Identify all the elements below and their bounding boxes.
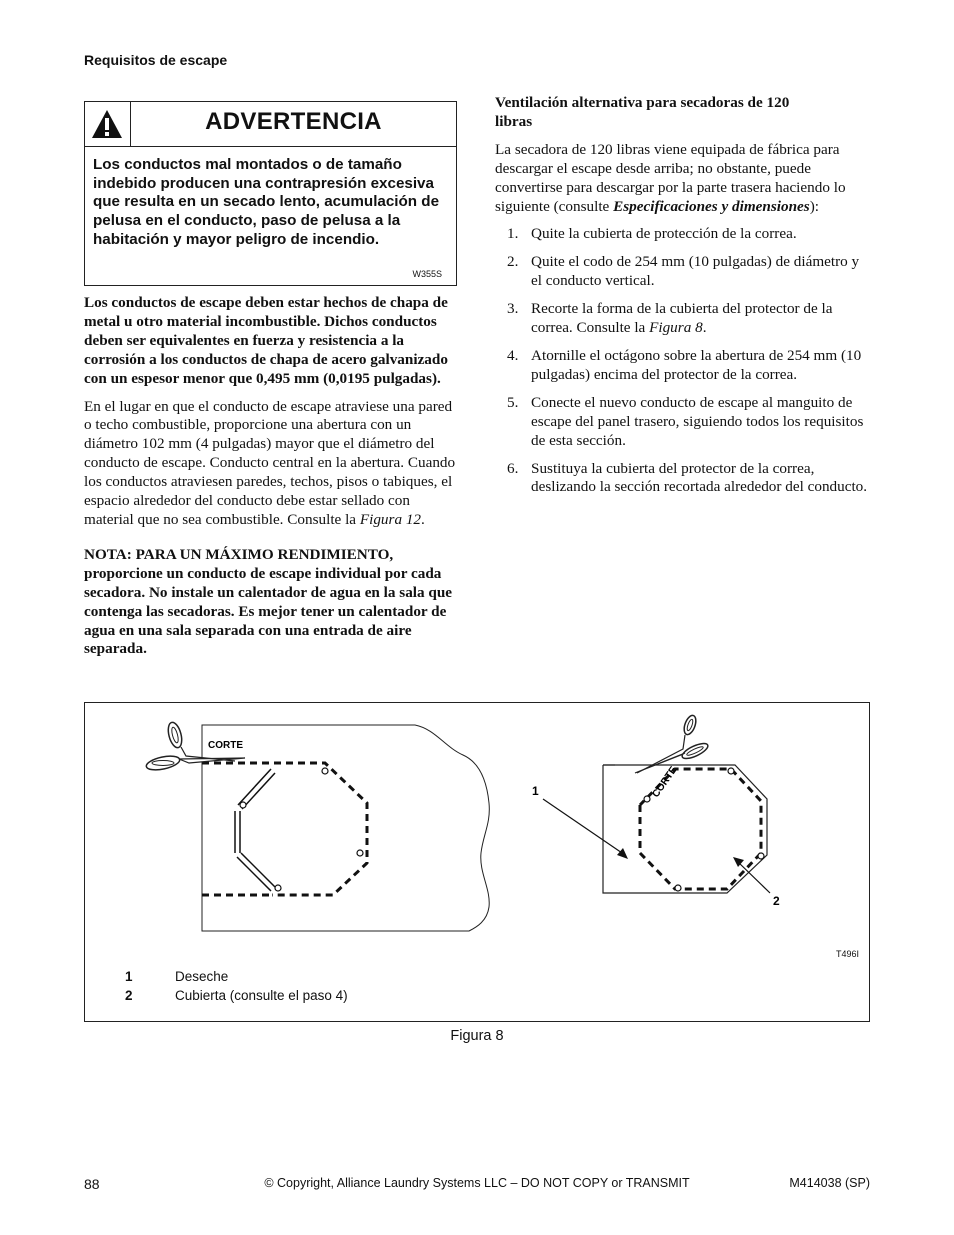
step-text: Sustituya la cubierta del protector de la correa, deslizando la sección recortada alrededor del conducto. [531,459,868,496]
figure-caption: Figura 8 [450,1028,504,1044]
cut-label-left: CORTE [208,740,243,751]
left-column [84,294,460,659]
legend-row [125,986,348,1005]
warning-triangle-icon [90,108,124,140]
opening-paragraph-end: . [421,510,425,528]
list-item [495,253,870,291]
opening-paragraph-text: En el lugar en que el conducto de escape atraviese una pared o techo combustible, proporcione una abertura con un diámetro 102 mm (4 pulgadas) mayor que el diámetro del conducto de escape. Conducto central en la abertura. Cuando los conductos atraviesen paredes, techos, pisos o tabiques, el espacio alrededor del conducto debe estar sellado con material que no sea combustible. Consulte la [84,397,456,528]
right-column [495,94,870,506]
material-paragraph: Los conductos de escape deben estar hechos de chapa de metal u otro material incombustible. Dichos conductos deben ser equivalentes en fuerza y resistencia a la corrosión a los conductos de chapa de acero galvanizado con un espesor menor que 0,495 mm (0,0195 pulgadas). [84,294,448,387]
step-number: 6. [507,459,519,477]
callout-2-arrow [737,861,770,893]
step-text: Recorte la forma de la cubierta del protector de la correa. Consulte la [531,300,833,337]
sheet-outline [202,725,489,931]
warning-code: W355S [412,269,442,279]
alt-vent-intro-text: La secadora de 120 libras viene equipada de fábrica para descargar el escape desde arriba; no obstante, puede convertirse para descargar por la parte trasera haciendo lo siguiente (consulte [495,140,846,215]
opening-paragraph [84,398,460,530]
note-paragraph: NOTA: PARA UN MÁXIMO RENDIMIENTO, proporcione un conducto de escape individual por cada secadora. No instale un calentador de agua en la sala que contenga las secadoras. Es mejor tener un calentador de agua en una sala separada con una entrada de aire separada. [84,545,453,658]
warning-title: ADVERTENCIA [205,108,382,135]
legend-number: 1 [125,969,133,984]
step-number: 4. [507,346,519,364]
alt-vent-heading: Ventilación alternativa para secadoras de 120 libras [495,94,790,130]
figure-8-link[interactable]: Figura 8 [649,319,703,337]
specifications-link[interactable]: Especificaciones y dimensiones [613,197,810,215]
legend-label: Deseche [175,969,229,984]
list-item [495,225,870,244]
step-text: Quite el codo de 254 mm (10 pulgadas) de diámetro y el conducto vertical. [531,253,860,290]
list-item [495,300,870,338]
step-number: 5. [507,393,519,411]
steps-list [495,225,870,497]
step-text-end: . [702,319,707,337]
step-text: Conecte el nuevo conducto de escape al manguito de escape del panel trasero, siguiendo todos los requisitos de esta sección. [531,393,864,449]
document-id: M414038 (SP) [789,1176,870,1190]
figure-legend [125,967,348,1005]
alt-vent-intro [495,141,870,217]
step-number: 2. [507,253,519,271]
list-item [495,460,870,498]
step-text: Atornille el octágono sobre la abertura de 254 mm (10 pulgadas) encima del protector de la correa. [531,346,862,383]
legend-label: Cubierta (consulte el paso 4) [175,988,348,1003]
list-item [495,347,870,385]
figure-12-link[interactable]: Figura 12 [359,510,422,528]
callout-1: 1 [532,784,539,798]
cut-label-right: CORTE [650,764,680,800]
section-title: Requisitos de escape [84,52,228,68]
step-number: 1. [507,225,519,243]
legend-number: 2 [125,988,133,1003]
warning-box [84,101,457,286]
legend-row [125,967,348,986]
callout-1-arrow [543,799,625,855]
page-number: 88 [84,1176,100,1192]
scissors-icon [635,714,710,773]
list-item [495,394,870,451]
cut-line-left [202,763,367,895]
warning-text: Los conductos mal montados o de tamaño indebido producen una contrapresión excesiva que resulta en un secado lento, acumulación de pelusa en el conducto, paso de pelusa a la habitación y mayor peligro de incendio. [93,156,440,248]
warning-header [85,102,456,147]
callout-2: 2 [773,894,780,908]
warning-icon-cell [85,102,131,146]
alt-vent-intro-end: ): [809,197,819,215]
step-number: 3. [507,300,519,318]
step-text: Quite la cubierta de protección de la correa. [531,225,797,243]
copyright: © Copyright, Alliance Laundry Systems LLC – DO NOT COPY or TRANSMIT [264,1176,690,1190]
figure-box [84,702,870,1022]
figure-code: T496I [835,949,859,959]
